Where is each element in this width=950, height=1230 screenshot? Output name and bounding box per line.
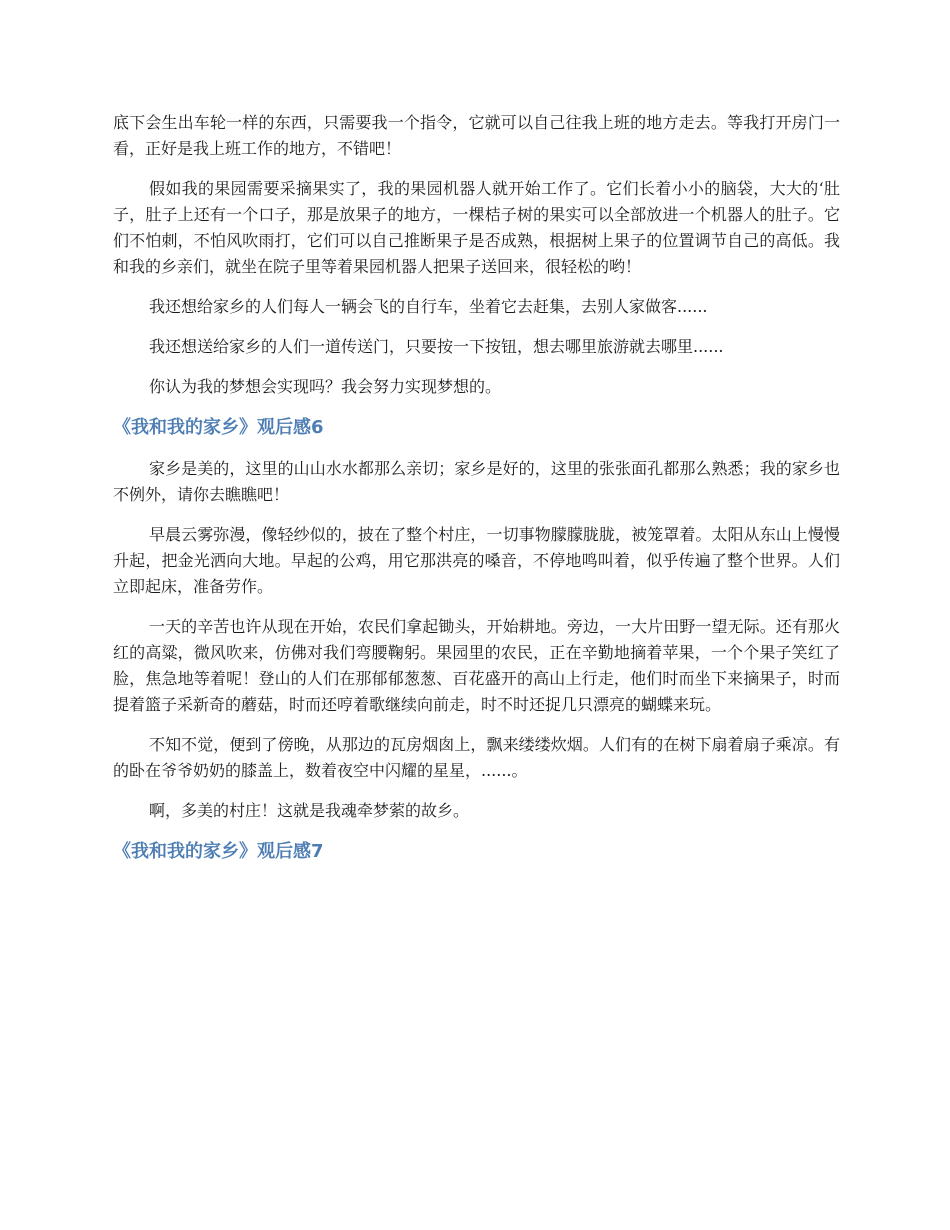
- body-paragraph: 我还想送给家乡的人们一道传送门，只要按一下按钮，想去哪里旅游就去哪里......: [149, 337, 724, 356]
- body-paragraph: 啊，多美的村庄！这就是我魂牵梦萦的故乡。: [149, 801, 470, 820]
- body-paragraph: 底下会生出车轮一样的东西，只需要我一个指令，它就可以自己往我上班的地方走去。等我打开房门一看，正好是我上班工作的地方，不错吧！: [113, 113, 840, 158]
- body-paragraph: 我还想给家乡的人们每人一辆会飞的自行车，坐着它去赶集，去别人家做客......: [149, 297, 708, 316]
- body-paragraph: 一天的辛苦也许从现在开始，农民们拿起锄头，开始耕地。旁边，一大片田野一望无际。还有那火红的高粱，微风吹来，仿佛对我们弯腰鞠躬。果园里的农民，正在辛勤地摘着苹果，一个个果子笑红了脸，焦急地等着呢！登山的人们在那郁郁葱葱、百花盛开的高山上行走，他们时而坐下来摘果子，时而提着篮子采新奇的蘑菇，时而还哼着歌继续向前走，时不时还捉几只漂亮的蝴蝶来玩。: [113, 617, 840, 714]
- body-paragraph: 早晨云雾弥漫，像轻纱似的，披在了整个村庄，一切事物朦朦胧胧，被笼罩着。太阳从东山上慢慢升起，把金光洒向大地。早起的公鸡，用它那洪亮的嗓音，不停地鸣叫着，似乎传遍了整个世界。人们立即起床，准备劳作。: [113, 525, 840, 596]
- section-heading-7: 《我和我的家乡》观后感7: [113, 841, 324, 862]
- body-paragraph: 家乡是美的，这里的山山水水都那么亲切；家乡是好的，这里的张张面孔都那么熟悉；我的家乡也不例外，请你去瞧瞧吧！: [113, 459, 840, 504]
- body-paragraph: 不知不觉，便到了傍晚，从那边的瓦房烟囱上，飘来缕缕炊烟。人们有的在树下扇着扇子乘凉。有的卧在爷爷奶奶的膝盖上，数着夜空中闪耀的星星，......。: [113, 735, 840, 780]
- section-heading-6: 《我和我的家乡》观后感6: [113, 417, 324, 438]
- body-paragraph: 你认为我的梦想会实现吗？我会努力实现梦想的。: [149, 377, 502, 396]
- body-paragraph: 假如我的果园需要采摘果实了，我的果园机器人就开始工作了。它们长着小小的脑袋，大大的‘肚子，肚子上还有一个口子，那是放果子的地方，一棵桔子树的果实可以全部放进一个机器人的肚子。它们不怕刺，不怕风吹雨打，它们可以自己推断果子是否成熟，根据树上果子的位置调节自己的高低。我和我的乡亲们，就坐在院子里等着果园机器人把果子送回来，很轻松的哟！: [113, 179, 840, 276]
